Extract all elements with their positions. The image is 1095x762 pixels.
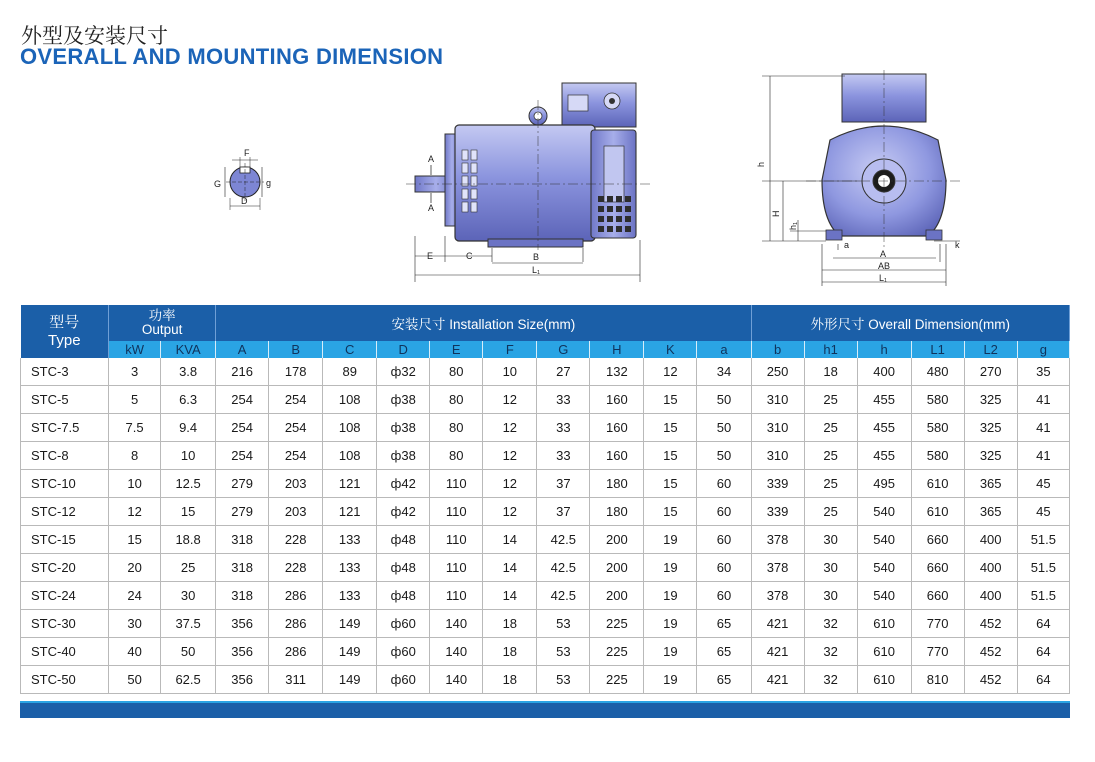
value-cell: 50 [109,666,161,694]
subheader-cell: L2 [964,341,1017,358]
value-cell: 610 [911,470,964,498]
value-cell: 225 [590,638,644,666]
value-cell: 18.8 [161,526,216,554]
value-cell: 34 [697,358,751,386]
value-cell: 12 [644,358,697,386]
value-cell: 51.5 [1017,582,1069,610]
value-cell: 180 [590,498,644,526]
value-cell: 421 [751,610,804,638]
value-cell: 110 [430,554,483,582]
value-cell: 7.5 [109,414,161,442]
value-cell: 50 [697,442,751,470]
subheader-cell: h [857,341,911,358]
value-cell: 339 [751,470,804,498]
value-cell: 51.5 [1017,526,1069,554]
value-cell: 216 [216,358,269,386]
value-cell: 25 [804,414,857,442]
value-cell: ф60 [377,638,430,666]
value-cell: 53 [537,666,590,694]
value-cell: 660 [911,582,964,610]
value-cell: 108 [323,414,377,442]
model-cell: STC-5 [21,386,109,414]
value-cell: 160 [590,414,644,442]
value-cell: 254 [216,442,269,470]
value-cell: 254 [269,442,323,470]
value-cell: 580 [911,386,964,414]
label-dim-a-small: a [844,240,850,250]
value-cell: 50 [697,386,751,414]
value-cell: 42.5 [537,582,590,610]
value-cell: 660 [911,526,964,554]
subheader-cell: C [323,341,377,358]
value-cell: ф42 [377,470,430,498]
value-cell: 254 [216,414,269,442]
value-cell: 279 [216,498,269,526]
table-row [21,554,1070,582]
value-cell: 50 [697,414,751,442]
value-cell: 10 [161,442,216,470]
value-cell: 18 [804,358,857,386]
value-cell: 30 [804,582,857,610]
subheader-cell: g [1017,341,1069,358]
subheader-cell: H [590,341,644,358]
value-cell: ф48 [377,554,430,582]
value-cell: 24 [109,582,161,610]
value-cell: 45 [1017,498,1069,526]
value-cell: 65 [697,610,751,638]
value-cell: 365 [964,498,1017,526]
value-cell: 42.5 [537,526,590,554]
page-title-cn: 外型及安装尺寸 [21,24,168,48]
value-cell: 810 [911,666,964,694]
value-cell: ф38 [377,386,430,414]
table-row [21,470,1070,498]
value-cell: 540 [857,582,911,610]
value-cell: 318 [216,582,269,610]
value-cell: 318 [216,526,269,554]
model-cell: STC-24 [21,582,109,610]
value-cell: 495 [857,470,911,498]
model-cell: STC-3 [21,358,109,386]
value-cell: ф38 [377,442,430,470]
label-dim-h-big: H [771,210,781,217]
value-cell: 132 [590,358,644,386]
label-dim-h1: h₁ [788,221,798,230]
subheader-cell: E [430,341,483,358]
table-row [21,442,1070,470]
value-cell: 51.5 [1017,554,1069,582]
table-row [21,526,1070,554]
value-cell: 200 [590,554,644,582]
subheader-cell: a [697,341,751,358]
subheader-cell: kW [109,341,161,358]
value-cell: 356 [216,638,269,666]
value-cell: 25 [804,386,857,414]
value-cell: 32 [804,666,857,694]
value-cell: 30 [109,610,161,638]
value-cell: 41 [1017,442,1069,470]
value-cell: 310 [751,386,804,414]
value-cell: 60 [697,554,751,582]
value-cell: 12 [483,414,537,442]
value-cell: 365 [964,470,1017,498]
value-cell: 40 [109,638,161,666]
value-cell: 19 [644,582,697,610]
label-dim-h-upper: h [756,161,766,167]
header-type [21,305,109,358]
value-cell: 19 [644,526,697,554]
value-cell: 325 [964,414,1017,442]
table-row [21,610,1070,638]
model-cell: STC-8 [21,442,109,470]
header-output [109,305,216,341]
value-cell: 8 [109,442,161,470]
value-cell: 35 [1017,358,1069,386]
value-cell: 400 [857,358,911,386]
value-cell: 200 [590,582,644,610]
subheader-cell: D [377,341,430,358]
value-cell: 50 [161,638,216,666]
value-cell: 45 [1017,470,1069,498]
value-cell: 37 [537,498,590,526]
value-cell: 610 [857,610,911,638]
table-row [21,666,1070,694]
label-key-d: D [241,196,248,206]
model-cell: STC-7.5 [21,414,109,442]
value-cell: 15 [644,470,697,498]
value-cell: 64 [1017,610,1069,638]
value-cell: 286 [269,582,323,610]
value-cell: 80 [430,414,483,442]
value-cell: 200 [590,526,644,554]
label-dim-k: k [955,240,960,250]
value-cell: 160 [590,386,644,414]
value-cell: 89 [323,358,377,386]
value-cell: 228 [269,526,323,554]
label-dim-b: B [533,252,540,262]
value-cell: 10 [483,358,537,386]
value-cell: 12 [483,442,537,470]
label-dim-a-big: A [880,249,887,259]
value-cell: 356 [216,666,269,694]
value-cell: 30 [161,582,216,610]
value-cell: 19 [644,554,697,582]
label-dim-c: C [466,251,473,261]
value-cell: 9.4 [161,414,216,442]
value-cell: 580 [911,442,964,470]
value-cell: 6.3 [161,386,216,414]
value-cell: 455 [857,414,911,442]
value-cell: 30 [804,554,857,582]
value-cell: 25 [804,498,857,526]
value-cell: 203 [269,470,323,498]
value-cell: 25 [161,554,216,582]
model-cell: STC-10 [21,470,109,498]
table-bottom-bar [20,703,1070,718]
value-cell: 452 [964,666,1017,694]
value-cell: 108 [323,386,377,414]
value-cell: 121 [323,470,377,498]
value-cell: 310 [751,414,804,442]
header-output-cn: 功率 [148,308,176,323]
value-cell: ф42 [377,498,430,526]
value-cell: 12.5 [161,470,216,498]
value-cell: 770 [911,638,964,666]
value-cell: 455 [857,442,911,470]
value-cell: 62.5 [161,666,216,694]
header-output-en: Output [141,322,183,337]
value-cell: 325 [964,442,1017,470]
value-cell: 180 [590,470,644,498]
value-cell: 12 [483,498,537,526]
value-cell: 37 [537,470,590,498]
value-cell: 149 [323,638,377,666]
value-cell: 33 [537,414,590,442]
value-cell: 140 [430,666,483,694]
value-cell: 65 [697,666,751,694]
value-cell: 310 [751,442,804,470]
table-row [21,358,1070,386]
label-dim-l1-side: L₁ [532,265,541,275]
value-cell: 400 [964,554,1017,582]
value-cell: 400 [964,582,1017,610]
value-cell: 15 [644,498,697,526]
value-cell: 110 [430,526,483,554]
value-cell: 80 [430,442,483,470]
value-cell: 133 [323,554,377,582]
value-cell: 27 [537,358,590,386]
value-cell: 110 [430,582,483,610]
value-cell: 318 [216,554,269,582]
value-cell: 12 [109,498,161,526]
label-dim-l1-front: L₁ [879,273,888,283]
value-cell: 540 [857,526,911,554]
value-cell: 18 [483,638,537,666]
value-cell: ф60 [377,666,430,694]
value-cell: ф32 [377,358,430,386]
subheader-cell: G [537,341,590,358]
value-cell: 15 [644,414,697,442]
generator-front-view [762,70,962,286]
value-cell: 254 [216,386,269,414]
value-cell: 25 [804,442,857,470]
header-installation-size: 安装尺寸 Installation Size(mm) [216,305,751,341]
value-cell: 378 [751,582,804,610]
value-cell: 160 [590,442,644,470]
value-cell: 14 [483,582,537,610]
label-key-f: F [244,148,250,158]
value-cell: 80 [430,358,483,386]
header-overall-dimension: 外形尺寸 Overall Dimension(mm) [751,305,1069,341]
value-cell: 203 [269,498,323,526]
value-cell: 356 [216,610,269,638]
value-cell: 452 [964,638,1017,666]
header-type-cn: 型号 [49,313,80,331]
value-cell: 53 [537,638,590,666]
value-cell: 378 [751,554,804,582]
value-cell: 110 [430,498,483,526]
model-cell: STC-12 [21,498,109,526]
subheader-cell: KVA [161,341,216,358]
value-cell: 15 [644,386,697,414]
value-cell: 14 [483,526,537,554]
value-cell: 80 [430,386,483,414]
table-body [21,358,1070,694]
value-cell: 5 [109,386,161,414]
value-cell: 60 [697,470,751,498]
value-cell: 19 [644,610,697,638]
value-cell: 339 [751,498,804,526]
value-cell: 400 [964,526,1017,554]
value-cell: ф48 [377,526,430,554]
value-cell: 610 [857,666,911,694]
value-cell: 254 [269,414,323,442]
value-cell: 19 [644,666,697,694]
value-cell: 610 [857,638,911,666]
value-cell: 133 [323,526,377,554]
value-cell: 15 [644,442,697,470]
value-cell: 19 [644,638,697,666]
value-cell: 110 [430,470,483,498]
table-row [21,582,1070,610]
value-cell: 178 [269,358,323,386]
label-section-a-bottom: A [428,203,435,213]
value-cell: 228 [269,554,323,582]
value-cell: 378 [751,526,804,554]
value-cell: 610 [911,498,964,526]
value-cell: 30 [804,526,857,554]
value-cell: ф48 [377,582,430,610]
label-dim-ab: AB [878,261,891,271]
value-cell: 540 [857,554,911,582]
model-cell: STC-30 [21,610,109,638]
value-cell: 25 [804,470,857,498]
label-key-g-small: g [266,178,272,188]
value-cell: 325 [964,386,1017,414]
model-cell: STC-15 [21,526,109,554]
subheader-cell: b [751,341,804,358]
value-cell: 64 [1017,638,1069,666]
value-cell: 580 [911,414,964,442]
value-cell: 3.8 [161,358,216,386]
value-cell: 286 [269,638,323,666]
generator-side-view [406,83,650,282]
label-dim-e: E [427,251,434,261]
value-cell: 455 [857,386,911,414]
value-cell: 14 [483,554,537,582]
value-cell: 12 [483,386,537,414]
value-cell: 41 [1017,386,1069,414]
subheader-cell: F [483,341,537,358]
value-cell: ф60 [377,610,430,638]
value-cell: 149 [323,610,377,638]
page-title-en: OVERALL AND MOUNTING DIMENSION [20,44,444,69]
value-cell: 540 [857,498,911,526]
table-row [21,414,1070,442]
subheader-cell: L1 [911,341,964,358]
subheader-cell: h1 [804,341,857,358]
value-cell: 421 [751,638,804,666]
value-cell: 133 [323,582,377,610]
label-key-g: G [214,179,222,189]
value-cell: 65 [697,638,751,666]
value-cell: 250 [751,358,804,386]
value-cell: 225 [590,610,644,638]
value-cell: 108 [323,442,377,470]
value-cell: 270 [964,358,1017,386]
value-cell: 15 [109,526,161,554]
value-cell: 121 [323,498,377,526]
value-cell: 60 [697,526,751,554]
value-cell: 279 [216,470,269,498]
value-cell: 452 [964,610,1017,638]
subheader-cell: K [644,341,697,358]
value-cell: 18 [483,666,537,694]
value-cell: 32 [804,638,857,666]
value-cell: 18 [483,610,537,638]
table-row [21,386,1070,414]
dimension-drawings [0,0,1095,300]
model-cell: STC-50 [21,666,109,694]
value-cell: 12 [483,470,537,498]
value-cell: 311 [269,666,323,694]
value-cell: 64 [1017,666,1069,694]
value-cell: 480 [911,358,964,386]
subheader-row [21,341,1070,358]
value-cell: 15 [161,498,216,526]
value-cell: 225 [590,666,644,694]
table-row [21,638,1070,666]
subheader-cell: B [269,341,323,358]
value-cell: 60 [697,582,751,610]
value-cell: 37.5 [161,610,216,638]
value-cell: 421 [751,666,804,694]
value-cell: 42.5 [537,554,590,582]
value-cell: 140 [430,638,483,666]
value-cell: 32 [804,610,857,638]
value-cell: 149 [323,666,377,694]
value-cell: 20 [109,554,161,582]
value-cell: 10 [109,470,161,498]
value-cell: 286 [269,610,323,638]
subheader-cell: A [216,341,269,358]
label-section-a-top: A [428,154,435,164]
value-cell: 41 [1017,414,1069,442]
model-cell: STC-20 [21,554,109,582]
value-cell: 53 [537,610,590,638]
value-cell: 3 [109,358,161,386]
table-row [21,498,1070,526]
value-cell: 660 [911,554,964,582]
header-type-en: Type [48,331,81,349]
value-cell: 60 [697,498,751,526]
value-cell: 33 [537,386,590,414]
value-cell: 254 [269,386,323,414]
value-cell: 770 [911,610,964,638]
value-cell: 33 [537,442,590,470]
model-cell: STC-40 [21,638,109,666]
value-cell: 140 [430,610,483,638]
value-cell: ф38 [377,414,430,442]
dimension-table [20,305,1070,694]
